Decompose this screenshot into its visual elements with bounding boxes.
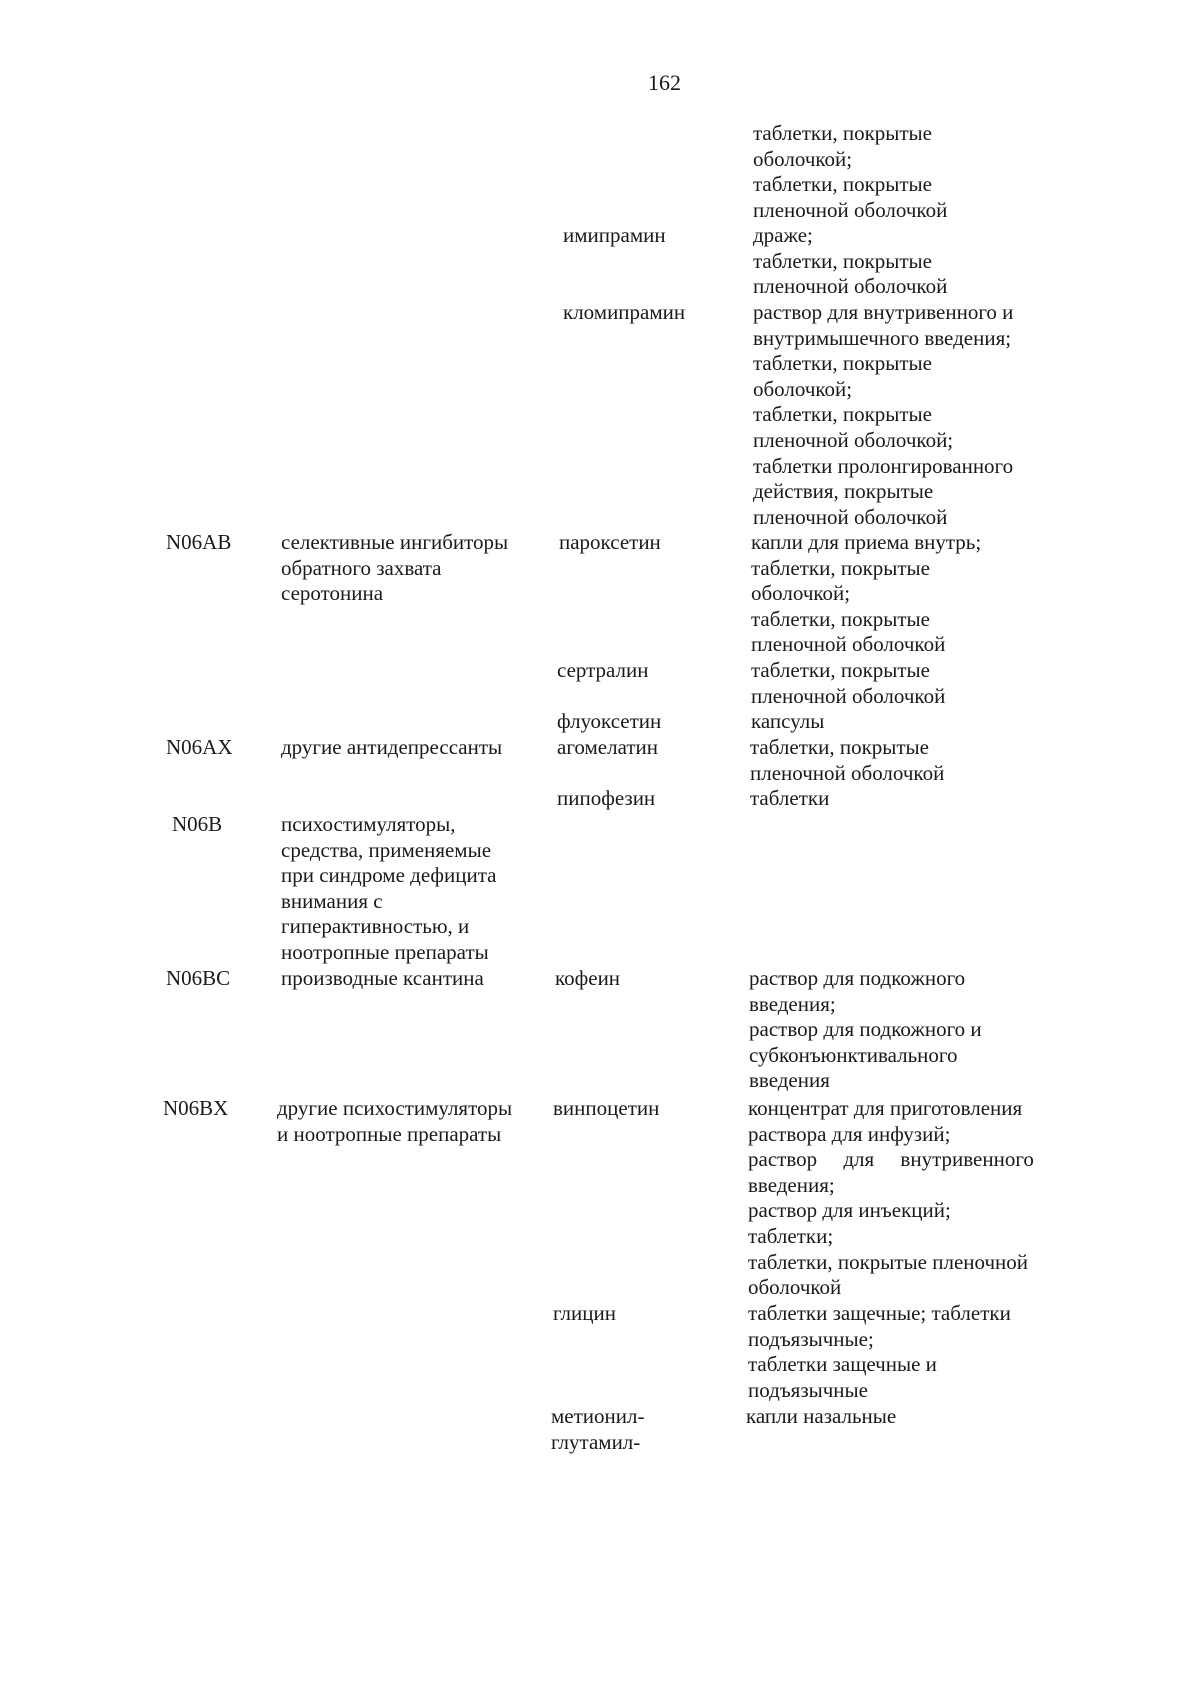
row-forms: раствор для внутривенного и bbox=[753, 300, 1014, 324]
row-forms: таблетки; bbox=[748, 1224, 834, 1248]
page-number: 162 bbox=[648, 70, 681, 95]
row-forms: капли назальные bbox=[746, 1404, 897, 1428]
row-forms: таблетки, покрытые bbox=[753, 248, 932, 273]
row-drug: пароксетин bbox=[559, 530, 661, 554]
row-forms: внутримышечного введения; bbox=[753, 325, 1012, 350]
row-drug: сертралин bbox=[557, 658, 649, 682]
row-forms: концентрат для приготовления bbox=[748, 1096, 1023, 1120]
row-forms: таблетки защечные; таблетки bbox=[748, 1301, 1011, 1325]
row-drug: пипофезин bbox=[557, 786, 656, 810]
row-forms: таблетки, покрытые bbox=[753, 172, 932, 197]
row-forms: таблетки, покрытые пленочной bbox=[748, 1249, 1029, 1274]
row-group: обратного захвата bbox=[281, 555, 442, 580]
row-forms: пленочной оболочкой; bbox=[753, 428, 954, 452]
row-forms: пленочной оболочкой bbox=[753, 504, 948, 529]
row-forms: действия, покрытые bbox=[753, 479, 934, 504]
row-forms: оболочкой; bbox=[751, 581, 851, 606]
row-forms: таблетки, покрытые bbox=[753, 121, 932, 145]
row-drug: винпоцетин bbox=[553, 1096, 660, 1120]
row-forms: введения bbox=[749, 1068, 830, 1093]
row-drug: глицин bbox=[553, 1301, 616, 1325]
row-forms: таблетки bbox=[750, 786, 830, 810]
row-forms: подъязычные bbox=[748, 1377, 868, 1402]
row-forms: пленочной оболочкой bbox=[751, 683, 946, 708]
row-forms: раствор для инъекций; bbox=[748, 1198, 951, 1223]
row-drug: агомелатин bbox=[557, 735, 659, 759]
row-group: и ноотропные препараты bbox=[277, 1121, 502, 1146]
row-group: гиперактивностью, и bbox=[281, 914, 470, 939]
row-group: внимания с bbox=[281, 888, 383, 913]
row-code: N06BX bbox=[163, 1096, 229, 1120]
row-code: N06AB bbox=[166, 530, 232, 554]
row-forms: пленочной оболочкой bbox=[751, 632, 946, 657]
row-code: N06B bbox=[172, 812, 223, 836]
row-drug: кофеин bbox=[555, 966, 621, 990]
row-code: N06BC bbox=[166, 966, 231, 990]
row-forms: таблетки пролонгированного bbox=[753, 453, 1014, 478]
row-forms: раствор для подкожного и bbox=[749, 1017, 982, 1042]
row-forms: таблетки, покрытые bbox=[751, 658, 930, 682]
row-forms: таблетки, покрытые bbox=[753, 402, 932, 427]
row-forms: капли для приема внутрь; bbox=[751, 530, 982, 554]
row-drug: кломипрамин bbox=[563, 300, 686, 324]
row-forms: капсулы bbox=[751, 709, 825, 733]
row-forms: таблетки, покрытые bbox=[753, 351, 932, 376]
row-forms: подъязычные; bbox=[748, 1326, 874, 1351]
row-forms: пленочной оболочкой bbox=[753, 274, 948, 299]
row-group: производные ксантина bbox=[281, 966, 484, 990]
row-forms: таблетки, покрытые bbox=[750, 735, 929, 759]
row-forms: оболочкой; bbox=[753, 146, 853, 171]
row-forms: введения; bbox=[749, 991, 836, 1016]
row-group: средства, применяемые bbox=[281, 837, 492, 862]
row-forms: драже; bbox=[753, 223, 813, 247]
row-group: при синдроме дефицита bbox=[281, 863, 497, 888]
row-forms: введения; bbox=[748, 1172, 835, 1197]
row-group: селективные ингибиторы bbox=[281, 530, 509, 554]
row-drug: имипрамин bbox=[563, 223, 666, 247]
row-group: серотонина bbox=[281, 581, 384, 606]
row-group: ноотропные препараты bbox=[281, 940, 489, 964]
row-drug: метионил- bbox=[551, 1404, 645, 1428]
row-forms: раствора для инфузий; bbox=[748, 1121, 951, 1146]
row-forms: таблетки, покрытые bbox=[751, 555, 930, 580]
row-drug: глутамил- bbox=[551, 1429, 641, 1454]
row-forms: раствор для подкожного bbox=[749, 966, 966, 990]
row-forms: пленочной оболочкой bbox=[750, 760, 945, 785]
row-forms: оболочкой bbox=[748, 1275, 842, 1300]
row-forms: таблетки защечные и bbox=[748, 1352, 937, 1377]
row-group: психостимуляторы, bbox=[281, 812, 456, 836]
row-forms: оболочкой; bbox=[753, 376, 853, 401]
row-code: N06AX bbox=[166, 735, 233, 759]
row-forms: раствор для внутривенного bbox=[748, 1147, 1034, 1172]
row-group: другие психостимуляторы bbox=[277, 1096, 513, 1120]
row-forms: пленочной оболочкой bbox=[753, 197, 948, 222]
row-group: другие антидепрессанты bbox=[281, 735, 503, 759]
row-drug: флуоксетин bbox=[557, 709, 662, 733]
row-forms: таблетки, покрытые bbox=[751, 606, 930, 631]
row-forms: субконъюнктивального bbox=[749, 1042, 958, 1067]
